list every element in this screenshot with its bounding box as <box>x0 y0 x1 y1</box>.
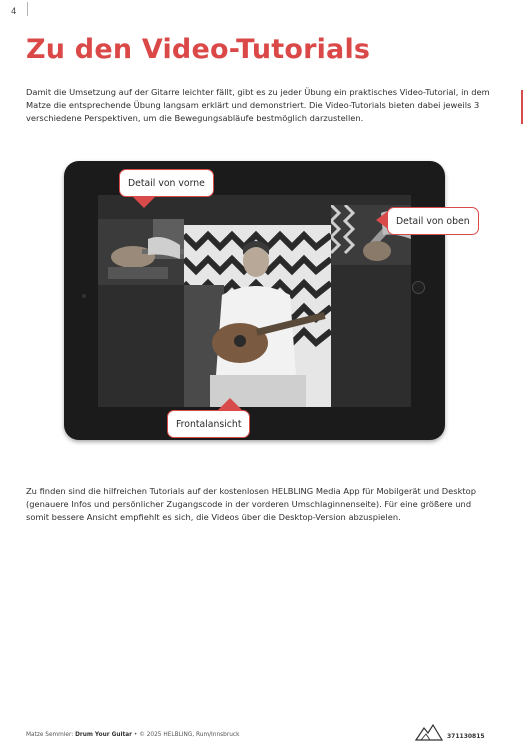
video-frontal <box>184 225 331 407</box>
tablet-illustration <box>64 161 445 440</box>
footer-author: Matze Semmler: <box>26 732 76 738</box>
video-detail-front <box>98 219 184 285</box>
body-paragraph: Zu finden sind die hilfreichen Tutorials auf der kostenlosen HELBLING Media App für Mobilgerät und Desktop (genauere Infos und persönlicher Zugangscode in der vorderen Umschlaginnenseite). Für eine größere und somit bessere Ansicht empfiehlt es sich, die Videos über die Desktop-Version abzuspielen. <box>26 486 476 523</box>
callout-detail-front: Detail von vorne <box>119 169 214 197</box>
pointer-frontal <box>218 398 242 410</box>
footer-book-title: Drum Your Guitar <box>75 732 132 738</box>
callout-frontal: Frontalansicht <box>167 410 250 438</box>
page-title: Zu den Video-Tutorials <box>26 34 371 65</box>
mountain-logo-icon <box>415 722 443 742</box>
page-number: 4 <box>11 7 17 17</box>
camera-dot <box>82 294 86 298</box>
callout-detail-top: Detail von oben <box>387 207 479 235</box>
tablet-screen <box>98 195 411 407</box>
home-button <box>412 281 425 294</box>
footer-code: 371130815 <box>447 733 485 740</box>
intro-paragraph: Damit die Umsetzung auf der Gitarre leichter fällt, gibt es zu jeder Übung ein praktisches Video-Tutorial, in dem Matze die entsprechende Übung langsam erklärt und demonstriert. Die Video-Tutorials bieten dabei jeweils 3 verschiedene Perspektiven, um die Bewegungsabläufe bestmöglich darzustellen. <box>26 87 490 124</box>
header-rule <box>27 2 28 16</box>
footer-copyright: • © 2025 HELBLING, Rum/Innsbruck <box>132 732 240 738</box>
footer-credit <box>26 732 239 738</box>
